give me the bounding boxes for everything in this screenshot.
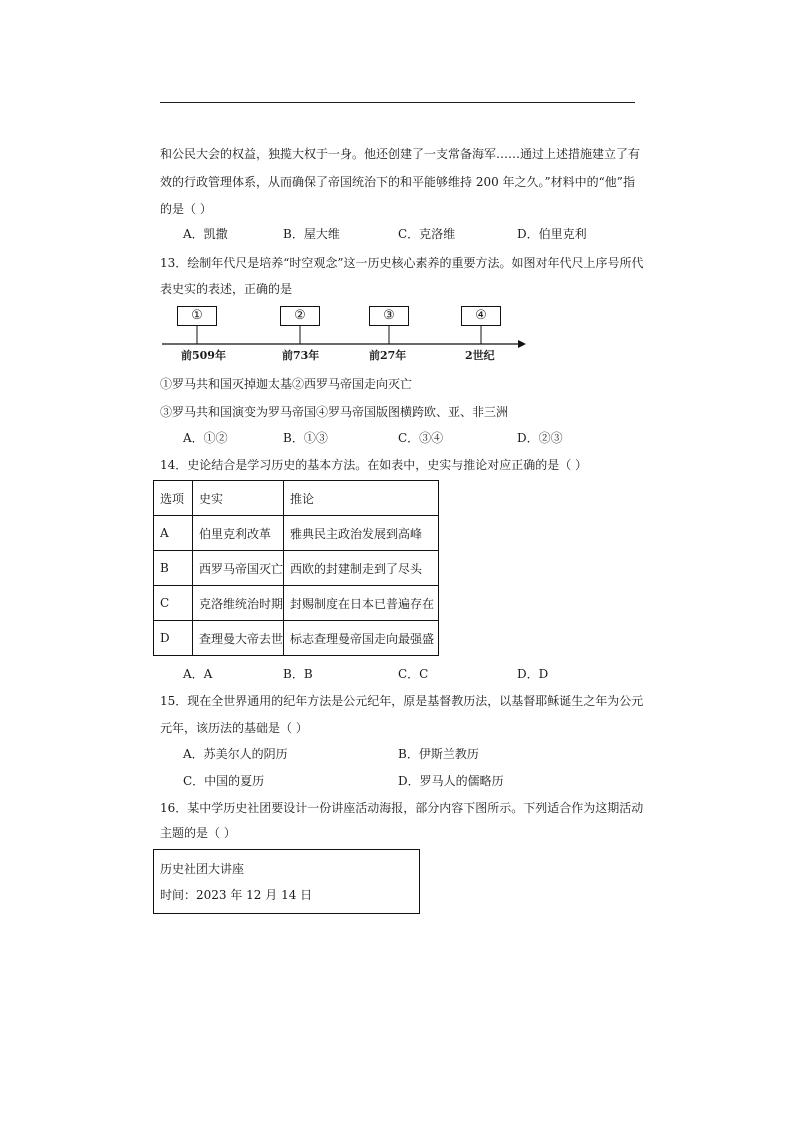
q12-text-line-2: 效的行政管理体系，从而确保了帝国统治下的和平能够维持 200 年之久。”材料中的“他”指 [160, 175, 635, 189]
q14-option-b[interactable]: B．B [283, 667, 313, 681]
poster-title: 历史社团大讲座 [160, 862, 245, 876]
table-cell: 查理曼大帝去世 [193, 621, 284, 656]
table-header-row [154, 481, 439, 516]
q15-option-d[interactable]: D．罗马人的儒略历 [398, 774, 504, 788]
timeline-marker-4: ④ [461, 306, 501, 326]
table-header-cell: 推论 [284, 481, 439, 516]
q14-stem: 14．史论结合是学习历史的基本方法。在如表中，史实与推论对应正确的是（ ） [160, 458, 588, 472]
q13-stem-line-1: 13．绘制年代尺是培养“时空观念”这一历史核心素养的重要方法。如图对年代尺上序号所代 [160, 256, 644, 270]
table-header-cell: 史实 [193, 481, 284, 516]
q13-statement-line-2: ③罗马共和国演变为罗马帝国④罗马帝国版图横跨欧、亚、非三洲 [160, 405, 509, 419]
q15-option-c[interactable]: C．中国的夏历 [183, 774, 265, 788]
table-row [154, 621, 439, 656]
timeline-date-1: 前509年 [181, 349, 226, 362]
q15-option-a[interactable]: A．苏美尔人的阴历 [183, 747, 288, 761]
table-row [154, 586, 439, 621]
table-cell: 标志查理曼帝国走向最强盛 [284, 621, 439, 656]
q13-option-a[interactable]: A．①② [183, 431, 228, 445]
table-cell: 雅典民主政治发展到高峰 [284, 516, 439, 551]
table-cell: A [154, 516, 193, 551]
table-cell: 西欧的封建制走到了尽头 [284, 551, 439, 586]
table-cell: 克洛维统治时期 [193, 586, 284, 621]
q13-option-c[interactable]: C．③④ [398, 431, 444, 445]
q15-option-b[interactable]: B．伊斯兰教历 [398, 747, 479, 761]
timeline-marker-3: ③ [369, 306, 409, 326]
timeline-marker-2: ② [280, 306, 320, 326]
timeline-axis [160, 324, 530, 348]
q14-option-d[interactable]: D．D [517, 667, 549, 681]
q12-text-line-1: 和公民大会的权益，独揽大权于一身。他还创建了一支常备海军……通过上述措施建立了有 [160, 147, 641, 161]
lecture-poster [153, 849, 420, 914]
timeline-date-3: 前27年 [369, 349, 407, 362]
poster-time: 时间：2023 年 12 月 14 日 [160, 888, 313, 902]
q12-option-b[interactable]: B．屋大维 [283, 227, 340, 241]
q12-text-line-3: 的是（ ） [160, 202, 212, 216]
header-rule [160, 102, 635, 103]
table-cell: 伯里克利改革 [193, 516, 284, 551]
table-row [154, 551, 439, 586]
q13-stem-line-2: 表史实的表述，正确的是 [160, 282, 293, 296]
table-cell: B [154, 551, 193, 586]
q12-option-d[interactable]: D．伯里克利 [517, 227, 587, 241]
table-cell: 西罗马帝国灭亡 [193, 551, 284, 586]
q16-stem-line-1: 16．某中学历史社团要设计一份讲座活动海报，部分内容下图所示。下列适合作为这期活动 [160, 801, 644, 815]
q14-option-a[interactable]: A．A [183, 667, 213, 681]
table-cell: D [154, 621, 193, 656]
q13-statement-line-1: ①罗马共和国灭掉迦太基②西罗马帝国走向灭亡 [160, 377, 413, 391]
q13-option-d[interactable]: D．②③ [517, 431, 563, 445]
q14-option-c[interactable]: C．C [398, 667, 429, 681]
q15-stem-line-2: 元年，该历法的基础是（ ） [160, 721, 308, 735]
table-cell: C [154, 586, 193, 621]
timeline-date-4: 2世纪 [465, 349, 495, 362]
q16-stem-line-2: 主题的是（ ） [160, 826, 236, 840]
table-row [154, 516, 439, 551]
table-cell: 封赐制度在日本已普遍存在 [284, 586, 439, 621]
q12-option-c[interactable]: C．克洛维 [398, 227, 456, 241]
timeline-date-2: 前73年 [282, 349, 320, 362]
q12-option-a[interactable]: A．凯撒 [183, 227, 228, 241]
timeline-marker-1: ① [177, 306, 217, 326]
q14-table [153, 480, 439, 656]
q15-stem-line-1: 15．现在全世界通用的纪年方法是公元纪年，原是基督教历法，以基督耶稣诞生之年为公元 [160, 694, 644, 708]
q13-option-b[interactable]: B．①③ [283, 431, 328, 445]
table-header-cell: 选项 [154, 481, 193, 516]
